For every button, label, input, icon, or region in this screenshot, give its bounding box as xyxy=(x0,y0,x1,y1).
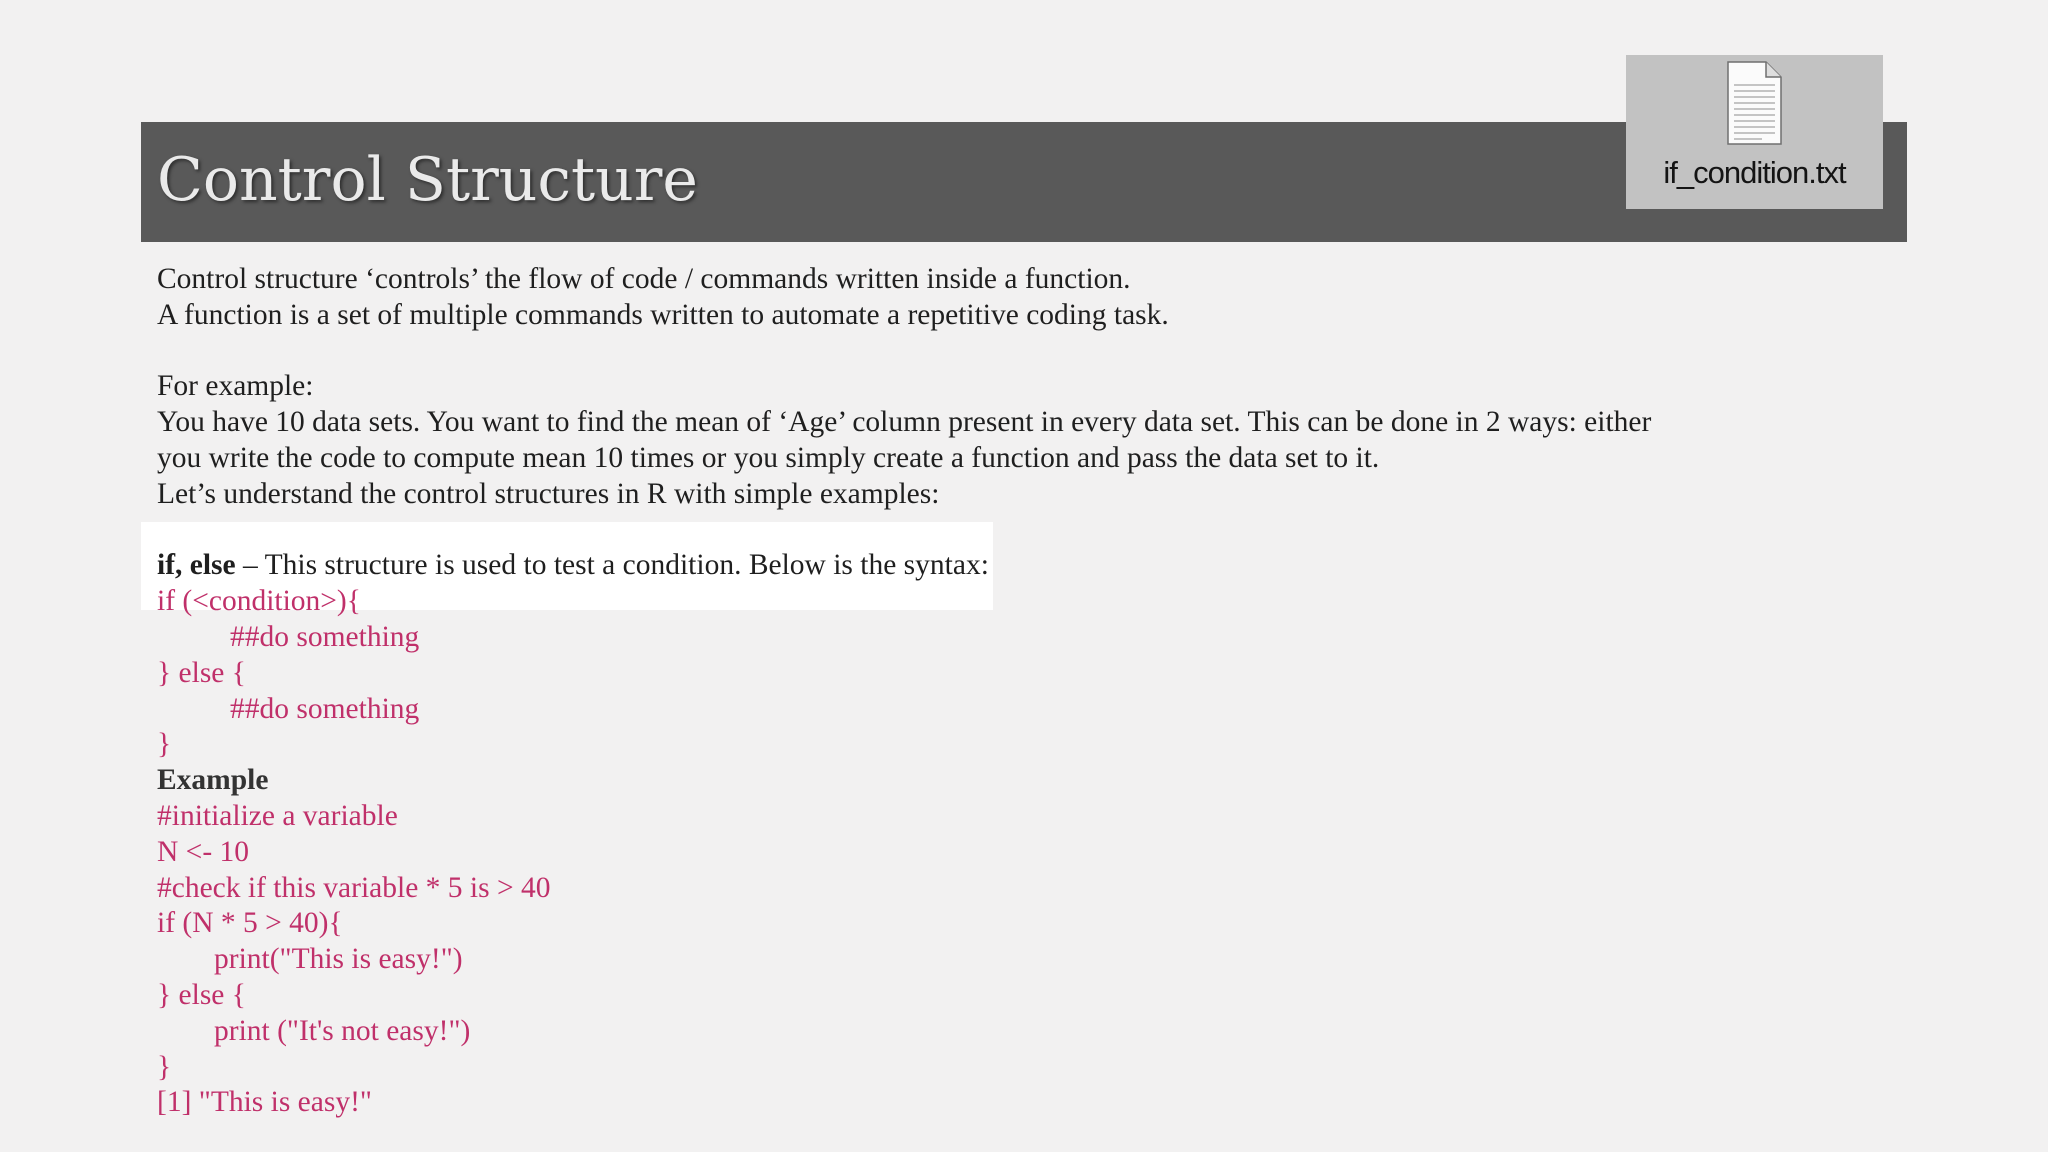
blank-line xyxy=(157,334,1957,370)
example-label: For example: xyxy=(157,370,314,403)
example-heading: Example xyxy=(157,764,269,797)
slide-body xyxy=(157,262,1957,1121)
intro-line-2: A function is a set of multiple commands written to automate a repetitive coding task. xyxy=(157,298,1169,331)
example-code-line-5: print("This is easy!") xyxy=(214,943,463,976)
blank-line xyxy=(157,513,1957,549)
intro-line-1: Control structure ‘controls’ the flow of code / commands written inside a function. xyxy=(157,263,1131,295)
attachment-file-name: if_condition.txt xyxy=(1663,155,1846,190)
intro-paragraph-line-3: Let’s understand the control structures in R with simple examples: xyxy=(157,477,940,510)
intro-paragraph-line-2: you write the code to compute mean 10 times or you simply create a function and pass the data set to it. xyxy=(157,441,1380,474)
syntax-line-1: if (<condition>){ xyxy=(157,585,361,618)
if-else-description: – This structure is used to test a condition. Below is the syntax: xyxy=(235,549,989,582)
slide-title: Control Structure xyxy=(157,145,698,215)
example-code-line-1: #initialize a variable xyxy=(157,799,398,832)
intro-paragraph-line-1: You have 10 data sets. You want to find the mean of ‘Age’ column present in every data set. This can be done in 2 ways: either xyxy=(157,406,1652,439)
if-else-keyword: if, else xyxy=(157,549,236,582)
example-code-line-7: print ("It's not easy!") xyxy=(214,1014,471,1047)
example-code-line-2: N <- 10 xyxy=(157,835,250,868)
example-code-line-8: } xyxy=(157,1050,172,1083)
if-else-heading xyxy=(157,548,1957,584)
syntax-line-3: } else { xyxy=(157,656,246,689)
example-output-line: [1] "This is easy!" xyxy=(157,1086,372,1119)
example-code-line-4: if (N * 5 > 40){ xyxy=(157,907,343,940)
example-code-line-3: #check if this variable * 5 is > 40 xyxy=(157,871,551,904)
text-file-icon xyxy=(1726,61,1782,145)
syntax-line-4: ##do something xyxy=(230,692,420,725)
syntax-line-2: ##do something xyxy=(230,620,420,653)
file-attachment-if-condition[interactable] xyxy=(1626,55,1883,209)
syntax-line-5: } xyxy=(157,728,172,761)
example-code-line-6: } else { xyxy=(157,978,246,1011)
